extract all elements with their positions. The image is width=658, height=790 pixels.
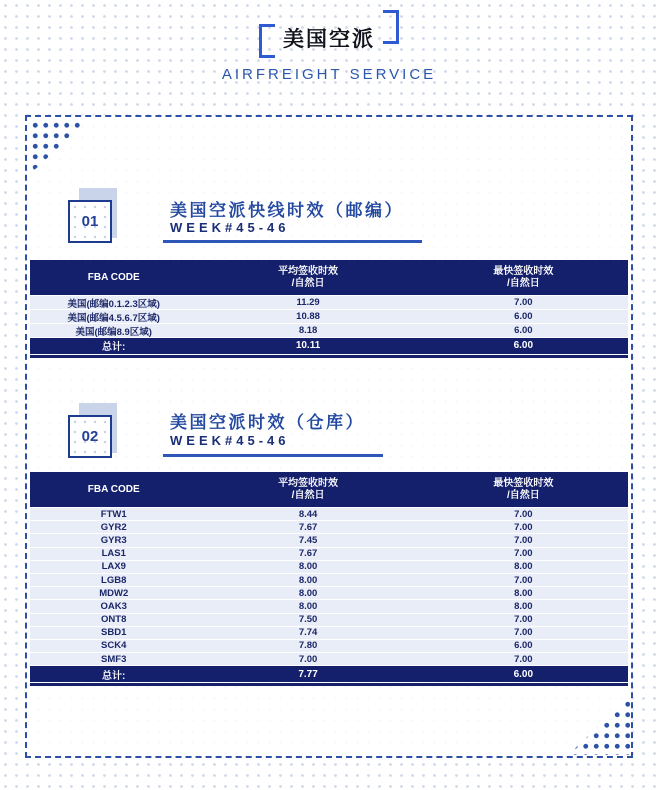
- table-row: [30, 323, 628, 337]
- section1-title: 美国空派快线时效（邮编）: [170, 201, 404, 220]
- fba-code-cell: GYR3: [100, 534, 127, 546]
- column-header-label: 平均签收时效: [278, 265, 339, 277]
- fastest-days-cell: 8.00: [514, 561, 533, 573]
- fastest-days-cell: 6.00: [514, 325, 533, 336]
- section1-number: 01: [68, 200, 112, 243]
- average-days-cell: 7.67: [298, 521, 318, 533]
- column-header-label: 最快签收时效: [493, 265, 554, 277]
- average-days-cell: 8.00: [298, 587, 318, 599]
- table-row: [30, 520, 628, 533]
- total-label: 总计:: [102, 342, 126, 354]
- section1-number-badge: [68, 200, 112, 243]
- average-days-cell: 7.45: [298, 534, 318, 546]
- average-days-cell: 7.00: [298, 653, 318, 665]
- fba-code-cell: FTW1: [100, 508, 127, 520]
- table-row: [30, 586, 628, 599]
- section1-underline: [163, 240, 422, 243]
- fastest-days-cell: 7.00: [514, 534, 533, 546]
- left-bracket-icon: [259, 24, 275, 58]
- fastest-days-cell: 7.00: [514, 508, 533, 520]
- column-header-fba-code: FBA CODE: [87, 483, 140, 495]
- fastest-days-cell: 6.00: [514, 311, 533, 322]
- fba-code-cell: MDW2: [99, 587, 129, 599]
- total-average-value: 7.77: [298, 668, 318, 680]
- fba-code-cell: SBD1: [101, 627, 127, 639]
- table-header-row: [30, 260, 628, 295]
- dot-triangle-topleft-decoration: [28, 118, 90, 176]
- section2-week: WEEK#45-46: [170, 433, 290, 448]
- page-title: 美国空派: [283, 28, 375, 51]
- fastest-days-cell: 7.00: [514, 653, 533, 665]
- fba-code-cell: SMF3: [101, 653, 127, 665]
- fastest-days-cell: 7.00: [514, 297, 533, 308]
- table-row: [30, 573, 628, 586]
- column-header-fastest: [419, 478, 628, 502]
- fba-code-cell: 美国(邮编0.1.2.3区域): [67, 298, 160, 310]
- table-row: [30, 613, 628, 626]
- fba-code-cell: 美国(邮编4.5.6.7区域): [67, 312, 160, 324]
- average-days-cell: 7.80: [298, 640, 318, 652]
- table-row: [30, 639, 628, 652]
- table-bottom-line: [30, 683, 628, 686]
- table-row: [30, 309, 628, 323]
- fba-code-cell: LAS1: [101, 548, 126, 560]
- fba-code-cell: LAX9: [101, 561, 126, 573]
- table-postal-zones: [30, 260, 628, 358]
- column-header-sublabel: /自然日: [291, 489, 325, 501]
- average-days-cell: 10.88: [296, 311, 320, 322]
- column-header-fba-code: FBA CODE: [87, 271, 140, 283]
- total-fastest-value: 6.00: [513, 668, 534, 680]
- fastest-days-cell: 8.00: [514, 587, 533, 599]
- table-row: [30, 547, 628, 560]
- table-row: [30, 599, 628, 612]
- average-days-cell: 8.18: [298, 325, 318, 336]
- fba-code-cell: LGB8: [101, 574, 127, 586]
- average-days-cell: 7.67: [298, 548, 318, 560]
- table-row: [30, 652, 628, 665]
- fba-code-cell: 美国(邮编8.9区域): [75, 326, 152, 338]
- section2-number: 02: [68, 415, 112, 458]
- table-body: [30, 295, 628, 337]
- fastest-days-cell: 8.00: [514, 600, 533, 612]
- fastest-days-cell: 7.00: [514, 548, 533, 560]
- column-header-sublabel: /自然日: [506, 277, 540, 289]
- fba-code-cell: GYR2: [100, 521, 127, 533]
- content-frame: [25, 115, 633, 758]
- fastest-days-cell: 6.00: [514, 640, 533, 652]
- column-header-label: 最快签收时效: [493, 477, 554, 489]
- dot-triangle-bottomright-decoration: [568, 697, 630, 755]
- total-fastest-value: 6.00: [513, 340, 534, 352]
- section1-week: WEEK#45-46: [170, 220, 290, 235]
- table-total-row: [30, 337, 628, 354]
- total-label: 总计:: [102, 670, 126, 682]
- total-average-value: 10.11: [295, 340, 321, 352]
- table-bottom-line: [30, 355, 628, 358]
- average-days-cell: 8.00: [298, 574, 318, 586]
- column-header-average: [197, 266, 418, 290]
- page-title-block: [0, 15, 658, 61]
- section2-underline: [163, 454, 383, 457]
- section2-number-badge: [68, 415, 112, 458]
- average-days-cell: 11.29: [296, 297, 320, 308]
- table-row: [30, 626, 628, 639]
- column-header-label: 平均签收时效: [278, 477, 339, 489]
- title-bracket-frame: [259, 15, 399, 61]
- table-warehouses: [30, 472, 628, 686]
- column-header-sublabel: /自然日: [506, 489, 540, 501]
- right-bracket-icon: [383, 10, 399, 44]
- average-days-cell: 8.00: [298, 600, 318, 612]
- page-subtitle: AIRFREIGHT SERVICE: [221, 66, 437, 83]
- fastest-days-cell: 7.00: [514, 521, 533, 533]
- fba-code-cell: SCK4: [101, 640, 127, 652]
- fastest-days-cell: 7.00: [514, 614, 533, 626]
- fba-code-cell: OAK3: [100, 600, 127, 612]
- fba-code-cell: ONT8: [101, 614, 127, 626]
- average-days-cell: 8.00: [298, 561, 318, 573]
- table-total-row: [30, 665, 628, 682]
- table-row: [30, 507, 628, 520]
- column-header-average: [197, 478, 418, 502]
- section2-title: 美国空派时效（仓库）: [170, 413, 365, 432]
- fastest-days-cell: 7.00: [514, 627, 533, 639]
- fastest-days-cell: 7.00: [514, 574, 533, 586]
- table-header-row: [30, 472, 628, 507]
- average-days-cell: 7.50: [298, 614, 318, 626]
- average-days-cell: 7.74: [298, 627, 318, 639]
- column-header-sublabel: /自然日: [291, 277, 325, 289]
- table-row: [30, 533, 628, 546]
- table-row: [30, 560, 628, 573]
- table-body: [30, 507, 628, 665]
- column-header-fastest: [419, 266, 628, 290]
- average-days-cell: 8.44: [298, 508, 318, 520]
- table-row: [30, 295, 628, 309]
